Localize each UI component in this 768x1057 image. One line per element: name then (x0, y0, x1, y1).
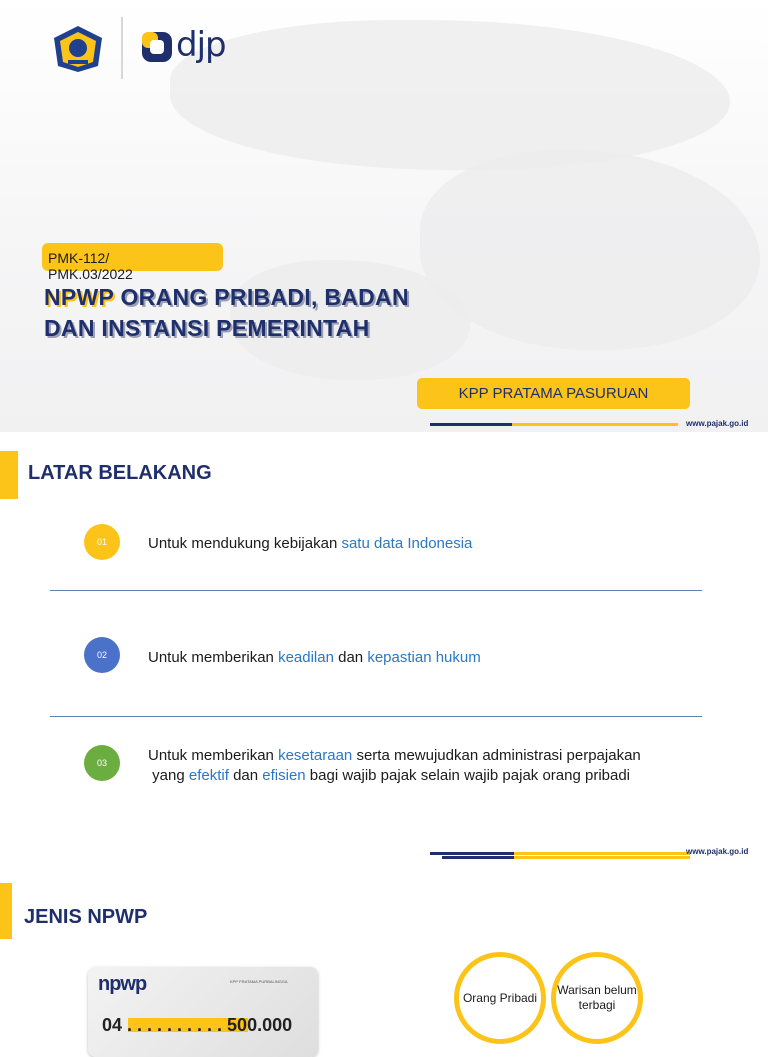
slide-title (44, 282, 409, 344)
footer-line-yellow (512, 423, 678, 426)
footer-line-yellow (514, 852, 690, 855)
regulation-label: PMK-112/ PMK.03/2022 (48, 250, 133, 282)
section-title: LATAR BELAKANG (28, 462, 212, 484)
footer-line-navy (430, 423, 512, 426)
item-text: Untuk mendukung kebijakan (148, 535, 342, 552)
item-highlight: kesetaraan (278, 747, 353, 764)
item-text: serta mewujudkan administrasi perpajakan (352, 747, 641, 764)
card-logo: npwp (98, 973, 147, 995)
item-highlight: kepastian hukum (367, 649, 481, 666)
card-number: 04 . . . . . . . . . . 500.000 (102, 1015, 293, 1035)
item-highlight: efisien (262, 767, 306, 784)
npwp-card-image (88, 967, 318, 1057)
djp-logo-icon (140, 30, 174, 64)
item-text: dan (333, 649, 368, 666)
footer-line-navy (442, 856, 514, 859)
item-number-03: 03 (84, 745, 120, 781)
office-badge: KPP PRATAMA PASURUAN (417, 378, 690, 409)
type-circle-individual: Orang Pribadi (454, 952, 546, 1044)
item-text: yang (152, 767, 189, 784)
list-item (148, 534, 472, 554)
item-highlight: keadilan (278, 649, 334, 666)
list-item (148, 648, 481, 668)
card-office: KPP PRATAMA PURBALINGGA (230, 979, 288, 984)
divider (50, 590, 702, 591)
type-circle-inheritance: Warisan belum terbagi (551, 952, 643, 1044)
list-item (148, 746, 641, 786)
title-line1: ORANG PRIBADI, BADAN (113, 284, 409, 310)
logo-separator (121, 17, 123, 79)
background-map-shape (170, 20, 730, 170)
item-highlight: efektif (188, 767, 229, 784)
title-line2: DAN INSTANSI PEMERINTAH (44, 315, 370, 341)
website-url: www.pajak.go.id (686, 419, 749, 428)
item-text: dan (228, 767, 263, 784)
footer-line-navy (430, 852, 514, 855)
djp-logo-text: djp (176, 25, 226, 65)
background-slide (0, 432, 768, 864)
section-accent-bar (0, 883, 12, 939)
divider (50, 716, 702, 717)
npwp-types-slide (0, 864, 768, 1035)
section-accent-bar (0, 451, 18, 499)
kemenkeu-emblem-icon (50, 24, 106, 74)
item-text: Untuk memberikan (148, 747, 279, 764)
item-number-01: 01 (84, 524, 120, 560)
title-npwp: NPWP (44, 284, 114, 310)
background-map-shape (420, 150, 760, 350)
item-highlight: satu data Indonesia (341, 535, 473, 552)
item-text: Untuk memberikan (148, 649, 279, 666)
item-text: bagi wajib pajak selain wajib pajak orang pribadi (305, 767, 631, 784)
section-title: JENIS NPWP (24, 906, 148, 928)
item-number-02: 02 (84, 637, 120, 673)
footer-line-yellow (514, 856, 690, 859)
title-slide (0, 0, 768, 432)
website-url: www.pajak.go.id (686, 847, 749, 856)
